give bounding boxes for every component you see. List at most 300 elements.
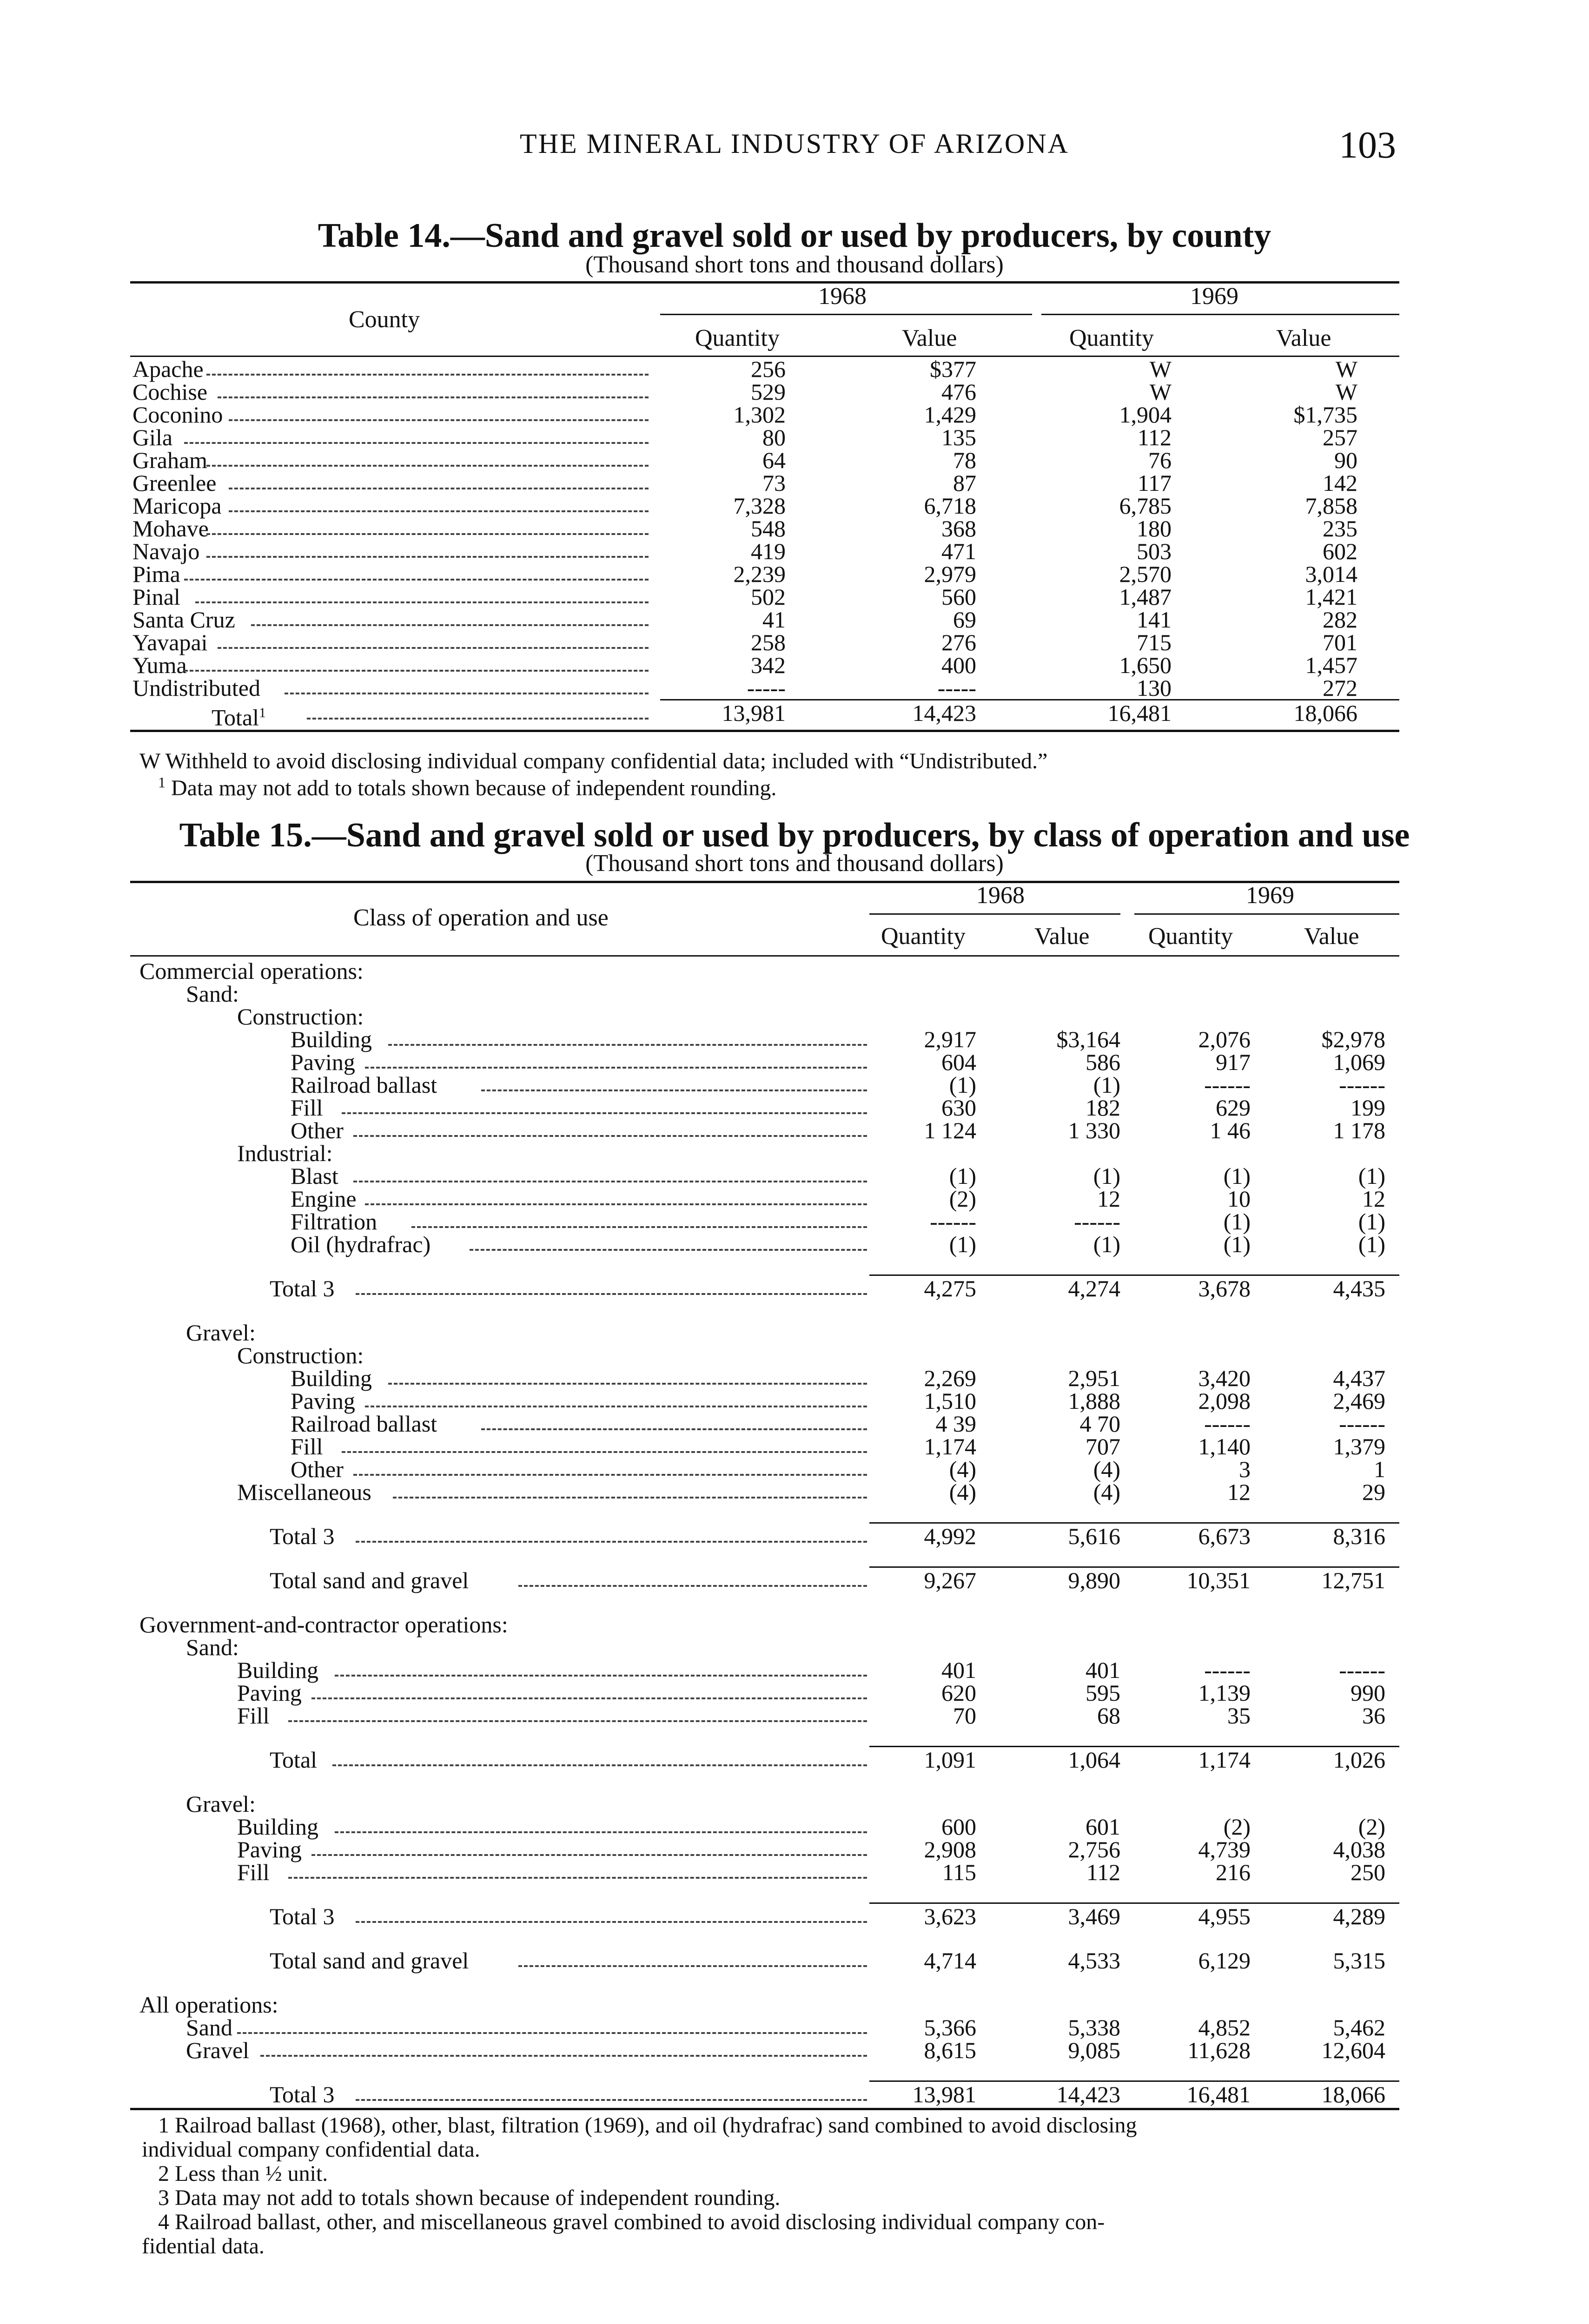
row-label: Filtration xyxy=(291,1208,377,1235)
table-row xyxy=(0,1458,1589,1480)
table-row xyxy=(0,631,1589,654)
cell-value: 12,751 xyxy=(1321,1567,1385,1593)
table-14-value-1969-header: Value xyxy=(1276,325,1331,351)
table-row xyxy=(0,1481,1589,1503)
cell-value: 4 39 xyxy=(935,1411,976,1437)
leader-dots xyxy=(311,1854,867,1856)
table-row xyxy=(0,1636,1589,1658)
table-row xyxy=(0,426,1589,449)
table-row xyxy=(0,586,1589,608)
table-15-header-rule xyxy=(130,955,1399,957)
table-row xyxy=(0,1051,1589,1073)
table-row xyxy=(0,1188,1589,1210)
row-label: Paving xyxy=(291,1049,355,1075)
cell-q68: 419 xyxy=(751,538,786,564)
leader-dots xyxy=(251,624,649,626)
cell-q68: 502 xyxy=(751,584,786,610)
cell-value: 4,992 xyxy=(924,1523,976,1549)
cell-v68: 2,979 xyxy=(924,561,976,587)
table-row xyxy=(0,2039,1589,2061)
cell-value: 18,066 xyxy=(1321,2081,1385,2107)
cell-q69: 1,487 xyxy=(1119,584,1172,610)
cell-v68: 87 xyxy=(953,470,976,496)
table-row xyxy=(0,960,1589,982)
row-label: Oil (hydrafrac) xyxy=(291,1231,431,1257)
table-row xyxy=(0,1749,1589,1771)
table-15-1969-span-rule xyxy=(1134,913,1399,915)
leader-dots xyxy=(356,1541,867,1543)
cell-value: 4,739 xyxy=(1198,1836,1251,1862)
cell-value: 1,174 xyxy=(924,1433,976,1459)
leader-dots xyxy=(356,2099,867,2101)
row-label: Total 3 xyxy=(270,1523,335,1549)
cell-value: 401 xyxy=(941,1657,976,1683)
row-label: Building xyxy=(237,1657,319,1683)
cell-value: 12 xyxy=(1362,1186,1385,1212)
row-label: Total sand and gravel xyxy=(270,1948,469,1974)
row-label: Total 3 xyxy=(270,1903,335,1929)
cell-v68: 135 xyxy=(941,424,976,450)
leader-dots xyxy=(237,2032,867,2034)
leader-dots xyxy=(260,2055,867,2057)
cell-v69: 235 xyxy=(1323,515,1357,541)
leader-dots xyxy=(411,1226,867,1228)
footnote-mark: 1 xyxy=(259,705,266,720)
note-mark: W xyxy=(139,749,160,773)
leader-dots xyxy=(229,488,649,489)
cell-q68: ----- xyxy=(747,675,786,701)
cell-value: (1) xyxy=(949,1231,976,1257)
table-14-subtitle: (Thousand short tons and thousand dollars) xyxy=(585,251,1004,278)
cell-value: ------ xyxy=(1339,1072,1385,1098)
cell-v69: 282 xyxy=(1323,607,1357,633)
cell-q69: 180 xyxy=(1137,515,1172,541)
cell-v68: 69 xyxy=(953,607,976,633)
leader-dots xyxy=(229,510,649,512)
county-name: Navajo xyxy=(132,538,200,564)
cell-v68: 560 xyxy=(941,584,976,610)
leader-dots xyxy=(342,1112,867,1114)
county-name: Apache xyxy=(132,356,204,382)
table-row xyxy=(0,1344,1589,1367)
table-row xyxy=(0,1838,1589,1861)
table-14-value-1968-header: Value xyxy=(902,325,957,351)
table-14-year-1968: 1968 xyxy=(818,283,867,310)
table-row xyxy=(0,1659,1589,1681)
cell-value: 182 xyxy=(1086,1095,1120,1121)
table-row xyxy=(0,381,1589,403)
cell-v68: 276 xyxy=(941,629,976,655)
cell-q68: 1,302 xyxy=(733,402,786,428)
cell-value: 2,917 xyxy=(924,1026,976,1052)
cell-value: 595 xyxy=(1086,1680,1120,1706)
leader-dots xyxy=(229,419,649,421)
cell-value: 4,435 xyxy=(1333,1275,1385,1301)
cell-q68: 64 xyxy=(762,447,786,473)
cell-value: 1 178 xyxy=(1333,1117,1385,1143)
table-15-note-line: individual company confidential data. xyxy=(142,2137,480,2162)
table-row xyxy=(0,1096,1589,1119)
table-row xyxy=(0,1233,1589,1255)
leader-dots xyxy=(206,556,649,558)
leader-dots xyxy=(353,1474,867,1476)
cell-value: (1) xyxy=(949,1072,976,1098)
table-14-note-w xyxy=(139,748,1047,774)
leader-dots xyxy=(518,1965,867,1967)
leader-dots xyxy=(184,579,649,581)
cell-q68: 80 xyxy=(762,424,786,450)
cell-value: 4,852 xyxy=(1198,2014,1251,2040)
leader-dots xyxy=(356,1293,867,1295)
cell-q68: 256 xyxy=(751,356,786,382)
cell-value: (1) xyxy=(1093,1163,1120,1189)
cell-value: 3,678 xyxy=(1198,1275,1251,1301)
table-row xyxy=(0,677,1589,699)
cell-value: 5,366 xyxy=(924,2014,976,2040)
cell-value: (1) xyxy=(1223,1208,1251,1235)
cell-v69: 272 xyxy=(1323,675,1357,701)
row-label: Building xyxy=(291,1026,372,1052)
cell-v68: $377 xyxy=(930,356,976,382)
cell-value: 990 xyxy=(1351,1680,1385,1706)
cell-v69: 142 xyxy=(1323,470,1357,496)
leader-dots xyxy=(218,647,649,649)
table-row xyxy=(0,1994,1589,2016)
row-label: Gravel: xyxy=(186,1791,256,1817)
cell-value: ------ xyxy=(1204,1657,1251,1683)
cell-value: 8,615 xyxy=(924,2037,976,2063)
cell-value: (2) xyxy=(1223,1814,1251,1840)
table-row xyxy=(0,2083,1589,2106)
table-row xyxy=(0,1005,1589,1028)
cell-v69: 18,066 xyxy=(1293,700,1357,726)
row-label: Construction: xyxy=(237,1342,364,1368)
table-15-subtitle: (Thousand short tons and thousand dollars) xyxy=(585,850,1004,877)
cell-v69: 3,014 xyxy=(1305,561,1357,587)
leader-dots xyxy=(288,1720,867,1722)
row-label: Railroad ballast xyxy=(291,1411,437,1437)
cell-value: ------ xyxy=(1204,1411,1251,1437)
cell-value: ------ xyxy=(1339,1411,1385,1437)
row-label: Blast xyxy=(291,1163,338,1189)
note-text: Data may not add to totals shown because of independent rounding. xyxy=(171,776,777,800)
cell-v68: 368 xyxy=(941,515,976,541)
table-row xyxy=(0,654,1589,676)
cell-value: 1,379 xyxy=(1333,1433,1385,1459)
table-row xyxy=(0,1435,1589,1458)
cell-v69: 1,421 xyxy=(1305,584,1357,610)
cell-value: 1,888 xyxy=(1068,1388,1120,1414)
table-row-total xyxy=(0,700,1589,731)
leader-dots xyxy=(184,670,649,672)
leader-dots xyxy=(332,1764,867,1766)
leader-dots xyxy=(388,1383,867,1385)
cell-v69: 602 xyxy=(1323,538,1357,564)
cell-value: 2,951 xyxy=(1068,1365,1120,1391)
table-15-note-line: 1 Railroad ballast (1968), other, blast, filtration (1969), and oil (hydrafrac) sand combined to avoid disclosing xyxy=(158,2113,1137,2138)
table-row xyxy=(0,1165,1589,1187)
row-label: Government-and-contractor operations: xyxy=(139,1611,508,1637)
cell-value: (4) xyxy=(949,1456,976,1482)
county-name: Coconino xyxy=(132,402,223,428)
cell-q68: 258 xyxy=(751,629,786,655)
cell-q69: 1,904 xyxy=(1119,402,1172,428)
cell-q69: 117 xyxy=(1137,470,1172,496)
table-row xyxy=(0,1816,1589,1838)
cell-value: 112 xyxy=(1086,1859,1120,1885)
table-15-year-1969: 1969 xyxy=(1246,882,1294,909)
note-mark: 1 xyxy=(158,774,166,791)
table-row xyxy=(0,1682,1589,1704)
cell-v69: $1,735 xyxy=(1293,402,1357,428)
cell-q68: 73 xyxy=(762,470,786,496)
cell-value: 115 xyxy=(942,1859,976,1885)
cell-value: 604 xyxy=(941,1049,976,1075)
table-row xyxy=(0,1028,1589,1050)
leader-dots xyxy=(311,1697,867,1699)
row-label: Railroad ballast xyxy=(291,1072,437,1098)
row-label: Miscellaneous xyxy=(237,1479,371,1505)
cell-value: 4,275 xyxy=(924,1275,976,1301)
table-row xyxy=(0,472,1589,494)
cell-v69: 257 xyxy=(1323,424,1357,450)
row-label: Other xyxy=(291,1456,344,1482)
table-15-title: Table 15.—Sand and gravel sold or used by producers, by class of operation and use xyxy=(179,816,1410,854)
leader-dots xyxy=(388,1044,867,1046)
row-label: Total xyxy=(270,1747,318,1773)
row-label: Sand: xyxy=(186,1634,239,1660)
cell-value: 10,351 xyxy=(1186,1567,1251,1593)
cell-value: 68 xyxy=(1097,1703,1120,1729)
table-row xyxy=(0,1525,1589,1547)
table-row xyxy=(0,1949,1589,1972)
leader-dots xyxy=(307,718,649,720)
cell-v68: 471 xyxy=(941,538,976,564)
cell-value: 4,038 xyxy=(1333,1836,1385,1862)
table-15-bottom-rule xyxy=(130,2108,1399,2110)
cell-v68: 1,429 xyxy=(924,402,976,428)
table-row xyxy=(0,608,1589,631)
leader-dots xyxy=(218,396,649,398)
cell-value: ------ xyxy=(1204,1072,1251,1098)
cell-v68: 6,718 xyxy=(924,493,976,519)
table-row xyxy=(0,358,1589,380)
page-number: 103 xyxy=(1339,124,1396,166)
table-row xyxy=(0,1142,1589,1164)
cell-v68: 78 xyxy=(953,447,976,473)
table-row xyxy=(0,1861,1589,1883)
cell-value: 1,140 xyxy=(1198,1433,1251,1459)
table-14-county-header: County xyxy=(349,306,420,333)
row-label: Sand xyxy=(186,2014,232,2040)
cell-v69: 1,457 xyxy=(1305,652,1357,678)
leader-dots xyxy=(365,1406,867,1407)
cell-value: 3 xyxy=(1239,1456,1251,1482)
county-name: Yavapai xyxy=(132,629,208,655)
leader-dots xyxy=(518,1585,867,1587)
row-label: Total 3 xyxy=(270,2081,335,2107)
cell-value: 12,604 xyxy=(1321,2037,1385,2063)
table-15-class-header: Class of operation and use xyxy=(353,905,609,931)
table-15-value-1968-header: Value xyxy=(1034,923,1090,950)
row-label: Fill xyxy=(291,1433,323,1459)
table-15-note-line: 3 Data may not add to totals shown because of independent rounding. xyxy=(158,2185,781,2210)
cell-q68: 13,981 xyxy=(722,700,786,726)
cell-q68: 548 xyxy=(751,515,786,541)
leader-dots xyxy=(288,1877,867,1879)
cell-value: 29 xyxy=(1362,1479,1385,1505)
cell-value: (1) xyxy=(1093,1231,1120,1257)
table-row xyxy=(0,1390,1589,1412)
cell-value: 4,955 xyxy=(1198,1903,1251,1929)
row-label: Fill xyxy=(291,1095,323,1121)
cell-value: 2,269 xyxy=(924,1365,976,1391)
cell-value: (4) xyxy=(949,1479,976,1505)
cell-value: 401 xyxy=(1086,1657,1120,1683)
row-label: Building xyxy=(291,1365,372,1391)
row-label: Gravel xyxy=(186,2037,250,2063)
cell-value: 6,129 xyxy=(1198,1948,1251,1974)
cell-value: 9,085 xyxy=(1068,2037,1120,2063)
table-14-1969-span-rule xyxy=(1041,314,1399,315)
cell-value: 36 xyxy=(1362,1703,1385,1729)
cell-q69: 16,481 xyxy=(1107,700,1172,726)
table-15-value-1969-header: Value xyxy=(1304,923,1359,950)
cell-value: 1,174 xyxy=(1198,1747,1251,1773)
row-label: Industrial: xyxy=(237,1140,333,1166)
cell-q69: 76 xyxy=(1148,447,1172,473)
cell-value: 1 xyxy=(1374,1456,1385,1482)
cell-value: 70 xyxy=(953,1703,976,1729)
cell-value: 5,616 xyxy=(1068,1523,1120,1549)
cell-value: 12 xyxy=(1227,1479,1251,1505)
table-row xyxy=(0,1277,1589,1300)
county-name: Graham xyxy=(132,447,208,473)
leader-dots xyxy=(342,1451,867,1453)
cell-q69: W xyxy=(1149,379,1172,405)
leader-dots xyxy=(393,1497,867,1499)
row-label: Paving xyxy=(291,1388,355,1414)
table-15-year-1968: 1968 xyxy=(976,882,1025,909)
cell-value: 1,139 xyxy=(1198,1680,1251,1706)
row-label: Construction: xyxy=(237,1004,364,1030)
cell-value: 9,890 xyxy=(1068,1567,1120,1593)
cell-v69: W xyxy=(1335,379,1357,405)
cell-v69: 90 xyxy=(1334,447,1357,473)
table-15-quantity-1968-header: Quantity xyxy=(881,923,966,950)
table-row xyxy=(0,1613,1589,1636)
leader-dots xyxy=(353,1135,867,1137)
row-label: Other xyxy=(291,1117,344,1143)
table-row xyxy=(0,495,1589,517)
cell-value: (1) xyxy=(1358,1163,1385,1189)
cell-value: 601 xyxy=(1086,1814,1120,1840)
county-name: Maricopa xyxy=(132,493,222,519)
row-label: Fill xyxy=(237,1703,270,1729)
cell-value: 1,026 xyxy=(1333,1747,1385,1773)
cell-value: 917 xyxy=(1216,1049,1251,1075)
leader-dots xyxy=(206,533,649,535)
cell-value: 14,423 xyxy=(1056,2081,1120,2107)
cell-value: 620 xyxy=(941,1680,976,1706)
table-row xyxy=(0,1793,1589,1815)
table-15-note-line: 4 Railroad ballast, other, and miscellaneous gravel combined to avoid disclosing individual company con- xyxy=(158,2210,1105,2234)
leader-dots xyxy=(184,442,649,444)
table-15-1968-span-rule xyxy=(869,913,1120,915)
table-14-1968-span-rule xyxy=(660,314,1032,315)
leader-dots xyxy=(206,465,649,467)
cell-q69: 715 xyxy=(1137,629,1172,655)
row-label: Fill xyxy=(237,1859,270,1885)
cell-value: 586 xyxy=(1086,1049,1120,1075)
leader-dots xyxy=(481,1089,867,1091)
cell-q69: 141 xyxy=(1137,607,1172,633)
table-row xyxy=(0,1321,1589,1344)
cell-v68: 400 xyxy=(941,652,976,678)
cell-value: 12 xyxy=(1097,1186,1120,1212)
cell-value: 3,623 xyxy=(924,1903,976,1929)
cell-q69: 503 xyxy=(1137,538,1172,564)
leader-dots xyxy=(285,693,649,694)
county-name: Pinal xyxy=(132,584,180,610)
cell-value: 630 xyxy=(941,1095,976,1121)
table-14-quantity-1968-header: Quantity xyxy=(695,325,780,351)
table-14-quantity-1969-header: Quantity xyxy=(1069,325,1154,351)
cell-v68: 476 xyxy=(941,379,976,405)
cell-v68: 14,423 xyxy=(912,700,976,726)
cell-q68: 529 xyxy=(751,379,786,405)
cell-v69: 7,858 xyxy=(1305,493,1357,519)
row-label: Building xyxy=(237,1814,319,1840)
table-row xyxy=(0,1210,1589,1233)
cell-q69: 112 xyxy=(1137,424,1172,450)
cell-value: 199 xyxy=(1351,1095,1385,1121)
cell-value: 629 xyxy=(1216,1095,1251,1121)
cell-value: 1 330 xyxy=(1068,1117,1120,1143)
cell-q69: 130 xyxy=(1137,675,1172,701)
leader-dots xyxy=(335,1831,867,1833)
cell-value: 5,315 xyxy=(1333,1948,1385,1974)
cell-value: 1 124 xyxy=(924,1117,976,1143)
county-name: Cochise xyxy=(132,379,208,405)
county-name: Greenlee xyxy=(132,470,217,496)
note-text: Withheld to avoid disclosing individual company confidential data; included with “Undistributed.” xyxy=(165,749,1048,773)
cell-value: 1,064 xyxy=(1068,1747,1120,1773)
leader-dots xyxy=(195,601,649,603)
table-row xyxy=(0,517,1589,540)
cell-value: $2,978 xyxy=(1321,1026,1385,1052)
county-name: Gila xyxy=(132,424,173,450)
cell-value: ------ xyxy=(1074,1208,1120,1235)
table-14-title: Table 14.—Sand and gravel sold or used by producers, by county xyxy=(318,217,1271,255)
cell-value: 10 xyxy=(1227,1186,1251,1212)
cell-value: 5,462 xyxy=(1333,2014,1385,2040)
cell-q68: 7,328 xyxy=(733,493,786,519)
table-row xyxy=(0,983,1589,1005)
total-label xyxy=(212,702,266,729)
cell-value: (2) xyxy=(949,1186,976,1212)
table-row xyxy=(0,1905,1589,1928)
cell-q68: 2,239 xyxy=(733,561,786,587)
leader-dots xyxy=(206,374,649,376)
county-name: Yuma xyxy=(132,652,187,678)
table-row xyxy=(0,1074,1589,1096)
cell-value: (4) xyxy=(1093,1456,1120,1482)
cell-value: 4,437 xyxy=(1333,1365,1385,1391)
table-row xyxy=(0,540,1589,562)
leader-dots xyxy=(335,1675,867,1677)
total-text: Total xyxy=(212,704,259,731)
